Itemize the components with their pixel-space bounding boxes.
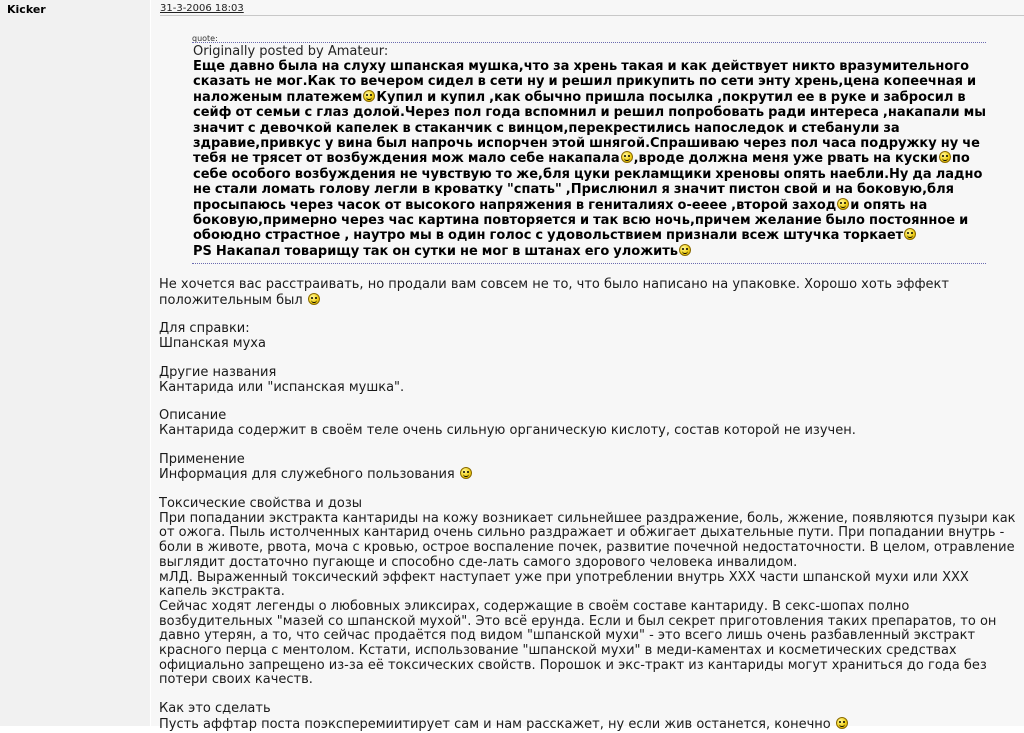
smiley-icon [904,228,916,240]
reply-intro-text: Не хочется вас расстраивать, но продали вам совсем не то, что было написано на упаковке. Хорошо хоть эффект положительным был [159,277,949,308]
quote-text-part: по себе особого возбуждения не чувствую то же,бля цуки рекламщики хреновы опять наебли.Ну да ладно не стали ломать голову легли в кроватку "спать" ,Прислюнил я значит пистон свой и на боковую,бля просыпаюсь через часок от высокого напряжения в гениталиях о-ееее ,второй заход [193,151,983,213]
header-divider [160,15,1024,16]
use-value-text: Информация для служебного пользования [159,467,455,483]
reply-intro [159,278,1019,308]
names-value: Кантарида или "испанская мушка". [159,379,405,395]
smiley-icon [308,293,320,305]
ref-value: Шпанская муха [159,336,266,352]
quote-text-part: PS Накапал товарищу так он сутки не мог в штанах его уложить [193,243,679,259]
smiley-icon [837,198,849,210]
quote-text-part: и опять на боковую,примерно через час картина повторяется и так всю ночь,причем желание было постоянное и обоюдно страстное , наутро мы в один голос с удовольствием признали всеж штучка торкает [193,197,969,244]
quote-text-part: Еще давно была на слуху шпанская мушка,что за хрень такая и как действует никто вразумительного сказать не мог.Как то вечером сидел в сети ну и решил прикупить по сети энту хрень,цена копеечная и наложеным платежем [193,59,977,105]
reply-text [159,278,1019,733]
quote-text-part: Купил и купил ,как обычно пришла посылка ,покрутил ее в руке и забросил в сейф от семьи с глаз долой.Через пол года вспомнил и решил попробовать ради интереса ,накапали мы значит с девочкой капелек в стаканчик с винцом,перекрестились напоследок и стебанули за здравие,привкус у вина был напрочь испорчен этой шнягой.Спрашиваю через пол часа подружку ну че тебя не трясет от возбуждения мож мало себе накапала [193,89,986,167]
quote-text-part: ,вроде должна меня уже рвать на куски [633,151,938,167]
quote-label: quote: [192,34,218,43]
how-value [159,717,1019,733]
author-sidebar [0,0,150,726]
quote-attribution: Originally posted by Amateur: [193,44,389,59]
tox-paragraph-2: мЛД. Выраженный токсический эффект наступает уже при употреблении внутрь XXX части шпанской мухи или XXX капель экстракта. [159,569,969,600]
smiley-icon [939,151,951,163]
ref-title: Для справки: [159,321,250,337]
how-title: Как это сделать [159,701,271,717]
smiley-icon [621,151,633,163]
tox-paragraph-1: При попадании экстракта кантариды на кожу возникает сильнейшее раздражение, боль, жжение, появляются пузыри как от ожога. Пыль истолченных кантарид очень сильно раздражает и обжигает дыхательные пути. При попадании внутрь - боли в животе, рвота, моча с кровью, острое воспаление почек, развитие почечной недостаточности. В целом, отравление выглядит достаточно пугающе и способно сде-лать самого здорового человека инвалидом. [159,510,1016,570]
desc-value: Кантарида содержит в своём теле очень сильную органическую кислоту, состав которой не изучен. [159,422,856,438]
post-date: 31-3-2006 18:03 [160,3,244,14]
quote-block [192,42,986,264]
tox-title: Токсические свойства и дозы [159,496,362,512]
post-content [151,0,1024,732]
smiley-icon [679,244,691,256]
names-title: Другие названия [159,364,277,380]
how-value-text: Пусть аффтар поста поэксперемиитирует сам и нам расскажет, ну если жив останется, конечно [159,716,831,732]
use-value [159,467,1019,483]
desc-title: Описание [159,408,227,424]
quote-text [193,59,986,259]
author-name[interactable]: Kicker [7,3,46,16]
use-title: Применение [159,451,245,467]
smiley-icon [836,717,848,729]
smiley-icon [363,90,375,102]
smiley-icon [460,467,472,479]
tox-paragraph-3: Сейчас ходят легенды о любовных эликсирах, содержащие в своём составе кантариду. В секс-шопах полно возбудительных "мазей со шпанской мухой". Это всё ерунда. Если и был секрет приготовления таких препаратов, то он давно утерян, а то, что сейчас продаётся под видом "шпанской мухи" - это всего лишь очень разбавленный экстракт красного перца с ментолом. Кстати, использование "шпанской мухи" в меди-каментах и косметических средствах официально запрещено из-за её токсических свойств. Порошок и экс-тракт из кантариды могут храниться до года без потери своих качеств. [159,598,997,688]
